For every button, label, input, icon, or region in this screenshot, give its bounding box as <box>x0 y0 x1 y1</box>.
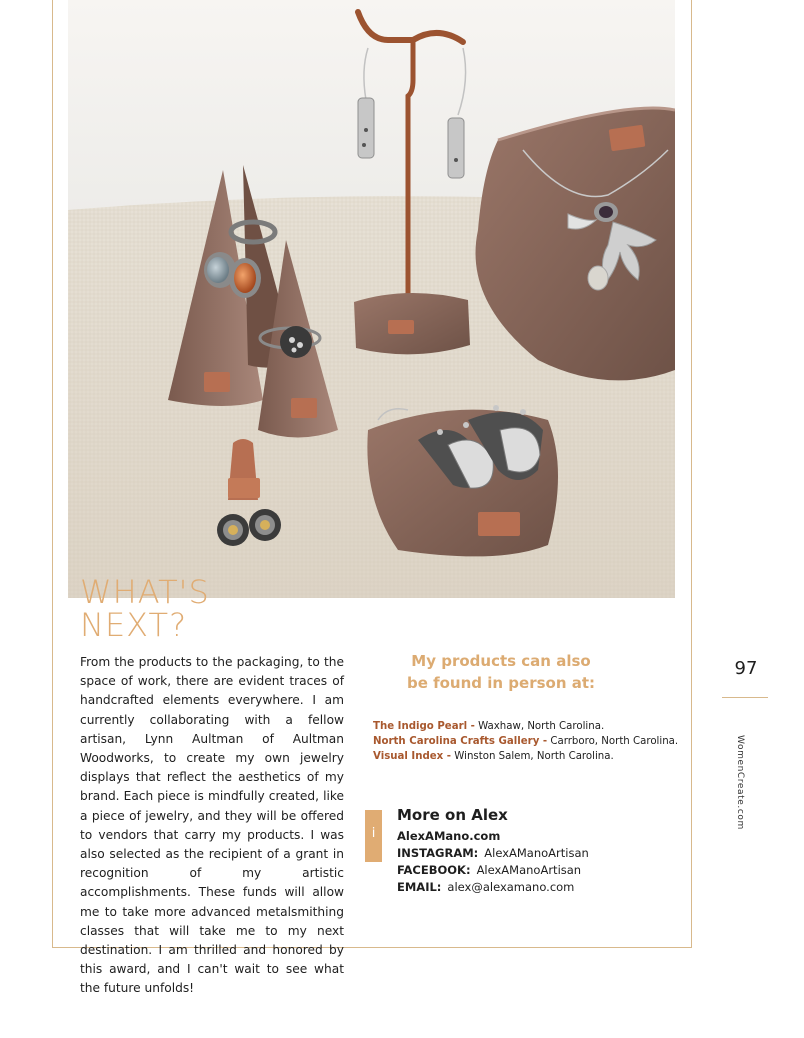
section-heading <box>80 573 210 644</box>
email-label: EMAIL: <box>397 880 442 894</box>
facebook-label: FACEBOOK: <box>397 863 471 877</box>
products-heading <box>385 650 617 694</box>
section-heading-line-1: WHAT'S <box>80 573 210 611</box>
site-name: WomenCreate.com <box>735 735 745 830</box>
store-item <box>373 749 693 764</box>
article-body: From the products to the packaging, to the space of work, there are evident traces of handcrafted elements everywhere. I am currently collaborating with a fellow artisan, Lynn Aultman of Aultman Woodworks, to create my own jewelry displays that reflect the aesthetics of my brand. Each piece is mindfully created, like a piece of jewelry, and they will be offered to vendors that carry my products. I was also selected as the recipient of a grant in recognition of my artistic accomplishments. These funds will allow me to take more advanced metalsmithing classes that will take me to my next destination. I am thrilled and honored by this award, and I can't wait to see what the future unfolds! <box>80 655 344 996</box>
page-number: 97 <box>734 658 758 679</box>
jewelry-photo-illustration <box>68 0 675 598</box>
jewelry-display-photo <box>68 0 675 598</box>
store-name: North Carolina Crafts Gallery - <box>373 736 548 747</box>
email-address[interactable]: alex@alexamano.com <box>447 880 575 894</box>
page-number-divider <box>722 697 768 698</box>
facebook-row <box>397 862 687 879</box>
email-row <box>397 879 687 896</box>
store-name: Visual Index - <box>373 751 452 762</box>
store-location: Winston Salem, North Carolina. <box>451 751 614 762</box>
store-location: Carrboro, North Carolina. <box>547 736 679 747</box>
info-icon: i <box>365 810 382 862</box>
more-on-alex <box>397 806 687 896</box>
store-item <box>373 734 693 749</box>
products-heading-line-2: be found in person at: <box>406 674 596 692</box>
instagram-handle[interactable]: AlexAManoArtisan <box>484 846 589 860</box>
website-link[interactable]: AlexAMano.com <box>397 829 501 843</box>
store-location: Waxhaw, North Carolina. <box>474 721 605 732</box>
section-heading-line-2: NEXT? <box>80 606 188 644</box>
store-list <box>373 719 693 764</box>
instagram-label: INSTAGRAM: <box>397 846 479 860</box>
facebook-handle[interactable]: AlexAManoArtisan <box>476 863 582 877</box>
store-name: The Indigo Pearl - <box>373 721 475 732</box>
store-item <box>373 719 693 734</box>
products-heading-line-1: My products can also <box>411 652 591 670</box>
instagram-row <box>397 845 687 862</box>
more-heading: More on Alex <box>397 806 508 824</box>
